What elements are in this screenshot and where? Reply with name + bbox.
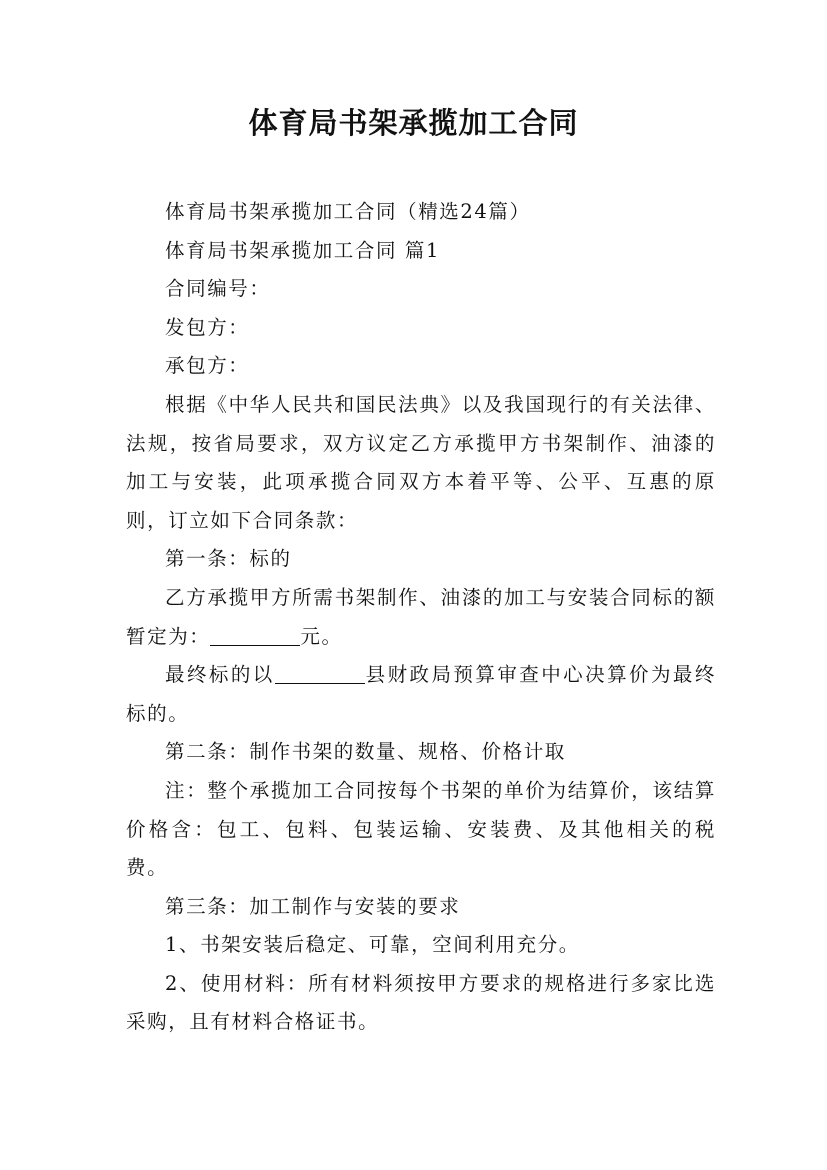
clause-1-amount-unit: 元。 [300, 624, 343, 648]
clause-3-heading: 第三条：加工制作与安装的要求 [165, 894, 461, 918]
document-title: 体育局书架承揽加工合同 [248, 106, 579, 140]
clause-1-amount-text: 乙方承揽甲方所需书架制作、油漆的加工与安装合同标的额暂定为： [126, 585, 716, 648]
employer-label: 发包方： [165, 315, 250, 339]
section-heading: 体育局书架承揽加工合同 篇1 [165, 238, 441, 262]
contract-number-label: 合同编号： [165, 277, 271, 301]
clause-2-heading: 第二条：制作书架的数量、规格、价格计取 [165, 740, 566, 764]
pricing-note-paragraph: 注：整个承揽加工合同按每个书架的单价为结算价，该结算价格含：包工、包料、包装运输、安装费、及其他相关的税费。 [126, 778, 716, 880]
requirement-2: 2、使用材料：所有材料须按甲方要求的规格进行多家比选采购，且有材料合格证书。 [126, 971, 716, 1034]
final-amount-paragraph [126, 656, 716, 733]
preamble-paragraph: 根据《中华人民共和国民法典》以及我国现行的有关法律、法规，按省局要求，双方议定乙方承揽甲方书架制作、油漆的加工与安装，此项承揽合同双方本着平等、公平、互惠的原则，订立如下合同条款： [126, 392, 716, 532]
subtitle-paragraph: 体育局书架承揽加工合同（精选24篇） [165, 200, 531, 223]
document-body [126, 193, 716, 1042]
amount-blank-line [210, 623, 300, 646]
clause-1-heading: 第一条：标的 [165, 547, 292, 571]
requirement-1: 1、书架安装后稳定、可靠，空间利用充分。 [165, 933, 580, 957]
contractor-label: 承包方： [165, 354, 250, 378]
final-amount-text-start: 最终标的以 [165, 663, 275, 687]
clause-1-amount-paragraph [126, 579, 716, 656]
final-amount-text-end: 县财政局预算审查中心决算价为最终标的。 [126, 663, 716, 725]
county-blank-line [275, 661, 365, 684]
